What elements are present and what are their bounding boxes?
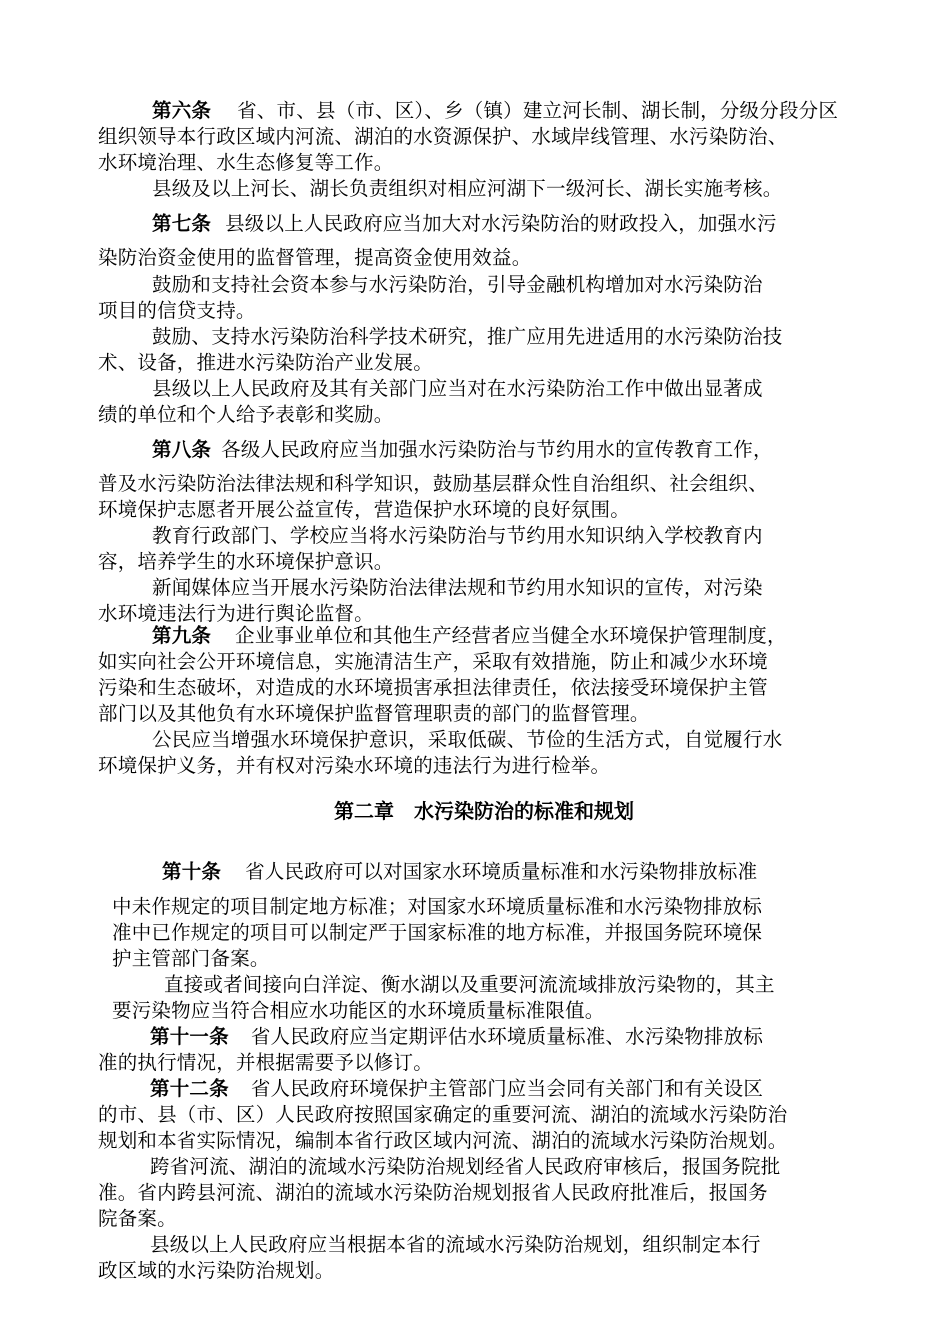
article-6-line-1 <box>152 98 838 124</box>
article-9-line-3: 污染和生态破坏，对造成的水环境损害承担法律责任，依法接受环境保护主管 <box>98 676 768 699</box>
article-9-text: 企业事业单位和其他生产经营者应当健全水环境保护管理制度， <box>235 624 787 647</box>
article-8-line-3: 环境保护志愿者开展公益宣传，营造保护水环境的良好氛围。 <box>98 498 630 521</box>
article-7-text: 县级以上人民政府应当加大对水污染防治的财政投入，加强水污 <box>225 212 777 235</box>
article-8-para-3-line-2: 水环境违法行为进行舆论监督。 <box>98 602 374 625</box>
article-9-heading: 第九条 <box>152 624 212 647</box>
article-7-para-2-line-1: 鼓励和支持社会资本参与水污染防治，引导金融机构增加对水污染防治 <box>152 273 763 296</box>
article-10-line-3: 准中已作规定的项目可以制定严于国家标准的地方标准，并报国务院环境保 <box>112 921 763 944</box>
article-12-para-3-line-2: 政区域的水污染防治规划。 <box>98 1259 335 1282</box>
article-11-line-1 <box>150 1024 763 1050</box>
article-6-text: 省、市、县（市、区）、乡（镇）建立河长制、湖长制，分级分段分区 <box>237 99 839 122</box>
article-10-line-1 <box>162 859 757 885</box>
article-12-para-3-line-1: 县级以上人民政府应当根据本省的流域水污染防治规划，组织制定本行 <box>150 1233 761 1256</box>
article-9-line-1 <box>152 623 787 649</box>
article-9-line-2: 如实向社会公开环境信息，实施清洁生产，采取有效措施，防止和减少水环境 <box>98 650 768 673</box>
article-7-para-4-line-2: 绩的单位和个人给予表彰和奖励。 <box>98 403 394 426</box>
article-10-text: 省人民政府可以对国家水环境质量标准和水污染物排放标准 <box>245 860 758 883</box>
article-6-line-2: 组织领导本行政区域内河流、湖泊的水资源保护、水域岸线管理、水污染防治、 <box>98 125 788 148</box>
article-8-para-3-line-1: 新闻媒体应当开展水污染防治法律法规和节约用水知识的宣传，对污染 <box>152 576 763 599</box>
article-9-line-4: 部门以及其他负有水环境保护监督管理职责的部门的监督管理。 <box>98 702 650 725</box>
article-7-para-2-line-2: 项目的信贷支持。 <box>98 299 256 322</box>
article-11-line-2: 准的执行情况，并根据需要予以修订。 <box>98 1051 433 1074</box>
article-12-line-1 <box>150 1076 763 1102</box>
article-10-para-2-line-2: 要污染物应当符合相应水功能区的水环境质量标准限值。 <box>112 999 605 1022</box>
article-7-heading: 第七条 <box>152 212 212 235</box>
article-7-line-2: 染防治资金使用的监督管理，提高资金使用效益。 <box>98 246 532 269</box>
article-7-para-3-line-1: 鼓励、支持水污染防治科学技术研究，推广应用先进适用的水污染防治技 <box>152 325 783 348</box>
article-11-text: 省人民政府应当定期评估水环境质量标准、水污染物排放标 <box>250 1025 764 1048</box>
article-6-para-2-line-1: 县级及以上河长、湖长负责组织对相应河湖下一级河长、湖长实施考核。 <box>152 177 783 200</box>
article-12-para-2-line-2: 准。省内跨县河流、湖泊的流域水污染防治规划报省人民政府批准后，报国务 <box>98 1181 768 1204</box>
article-6-heading: 第六条 <box>152 99 212 122</box>
article-9-para-2-line-1: 公民应当增强水环境保护意识，采取低碳、节俭的生活方式，自觉履行水 <box>152 728 783 751</box>
article-7-line-1 <box>152 211 777 237</box>
article-12-para-2-line-1: 跨省河流、湖泊的流域水污染防治规划经省人民政府审核后，报国务院批 <box>150 1155 781 1178</box>
article-10-line-4: 护主管部门备案。 <box>112 947 270 970</box>
article-12-text: 省人民政府环境保护主管部门应当会同有关部门和有关设区 <box>250 1077 764 1100</box>
article-8-line-2: 普及水污染防治法律法规和科学知识，鼓励基层群众性自治组织、社会组织、 <box>98 472 768 495</box>
article-7-para-4-line-1: 县级以上人民政府及其有关部门应当对在水污染防治工作中做出显著成 <box>152 377 763 400</box>
article-12-line-3: 规划和本省实际情况，编制本省行政区域内河流、湖泊的流域水污染防治规划。 <box>98 1129 788 1152</box>
article-12-line-2: 的市、县（市、区）人民政府按照国家确定的重要河流、湖泊的流域水污染防治 <box>98 1103 788 1126</box>
article-8-para-2-line-2: 容，培养学生的水环境保护意识。 <box>98 550 394 573</box>
article-8-text: 各级人民政府应当加强水污染防治与节约用水的宣传教育工作， <box>221 438 773 461</box>
article-11-heading: 第十一条 <box>150 1025 229 1048</box>
article-7-para-3-line-2: 术、设备，推进水污染防治产业发展。 <box>98 351 433 374</box>
article-10-heading: 第十条 <box>162 860 222 883</box>
article-12-heading: 第十二条 <box>150 1077 229 1100</box>
article-10-para-2-line-1: 直接或者间接向白洋淀、衡水湖以及重要河流流域排放污染物的，其主 <box>164 973 775 996</box>
article-8-line-1 <box>152 437 773 463</box>
article-8-heading: 第八条 <box>152 438 212 461</box>
article-12-para-2-line-3: 院备案。 <box>98 1207 177 1230</box>
article-9-para-2-line-2: 环境保护义务，并有权对污染水环境的违法行为进行检举。 <box>98 754 611 777</box>
article-10-line-2: 中未作规定的项目制定地方标准；对国家水环境质量标准和水污染物排放标 <box>112 895 763 918</box>
article-6-line-3: 水环境治理、水生态修复等工作。 <box>98 151 394 174</box>
chapter-2-title: 第二章 水污染防治的标准和规划 <box>334 799 634 823</box>
article-8-para-2-line-1: 教育行政部门、学校应当将水污染防治与节约用水知识纳入学校教育内 <box>152 524 763 547</box>
